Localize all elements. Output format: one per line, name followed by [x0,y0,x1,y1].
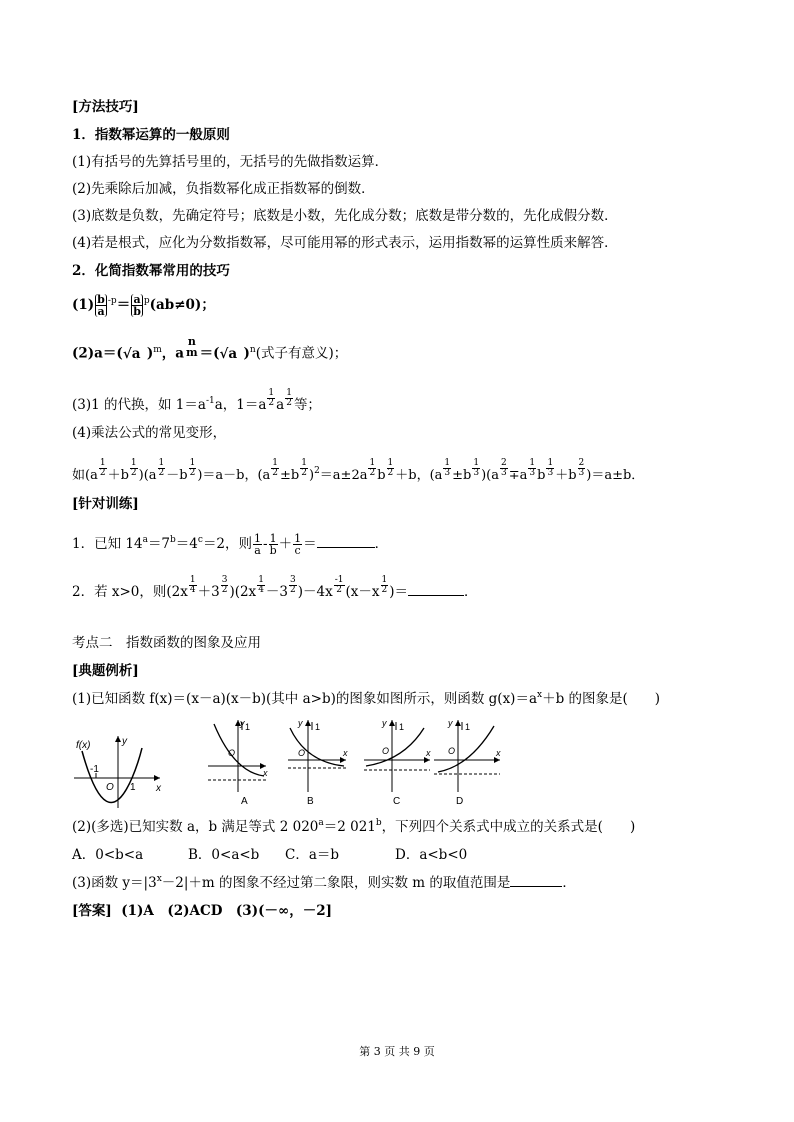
identity-formulas: 如(a $\frac{1}{2}$ ＋b $\frac{1}{2}$ )(a $\frac{1}{2}$ －b $\frac{1}{2}$ )＝a－b，(a $\frac{1}{2}$ ±b $\frac{1}{2}$ )$^2$＝a±2a $\frac{1}{2}$ b $\frac{1}{2}$ ＋b，(a $\frac{1}{3}$ ±b $\frac{1}{3}$ )(a $\frac{2}{3}$ ∓a $\frac{1}{3}$ b $\frac{1}{3}$ ＋b $\frac{2}{3}$ )＝a±b． [72,458,645,483]
section2-title: 2．化简指数幂常用的技巧 [72,263,230,279]
svg-text:O: O [448,746,456,756]
fx-x-label: x [156,783,161,794]
examples-heading: [典题例析] [72,663,139,679]
choices [72,846,467,864]
svg-text:1: 1 [399,722,405,732]
svg-text:y: y [298,718,303,728]
tip-4: (4)乘法公式的常见变形， [72,425,227,441]
option-c-label: C [393,796,401,807]
rule-4: (4)若是根式，应化为分数指数幂，尽可能用幂的形式表示，运用指数幂的运算性质来解答． [72,235,618,251]
svg-text:O: O [382,746,390,756]
tip-3: (3)1 的代换，如 $1=a^{-1}a$，1＝a $\frac{1}{2}$ a $\frac{1}{2}$ 等； [72,388,321,413]
svg-text:x: x [343,748,348,758]
function-graphs [68,716,501,816]
svg-text:O: O [298,748,306,758]
topic-title: 考点二 指数函数的图象及应用 [72,635,261,651]
fx-graph [74,736,162,808]
fx-one: 1 [130,782,136,793]
svg-text:x: x [426,748,431,758]
tip-2: (2)a＝(√a )$^m$，a n m ＝(√a )$^n$(式子有意义)； [72,335,348,362]
section1-title: 1．指数幂运算的一般原则 [72,127,230,143]
svg-text:1: 1 [245,722,251,732]
methods-heading: [方法技巧] [72,99,139,115]
example-2: (2)(多选)已知实数 a，b 满足等式 2 $020^a=2$ 021$^b$，下列四个关系式中成立的关系式是( ) [72,818,636,835]
svg-text:x: x [496,748,501,758]
svg-text:x: x [263,768,268,778]
fx-neg1: -1 [90,764,99,775]
example-3: (3)函数 $y=|3^x-2|+m$ 的图象不经过第二象限，则实数 m 的取值范围是 ． [72,874,576,891]
answer-blank-3 [510,886,562,887]
answer-text: (1)A (2)ACD (3)(－∞，－2] [121,903,333,919]
option-c-graph [364,718,431,792]
training-heading: [针对训练] [72,496,139,512]
answer-blank-2 [408,595,464,596]
exercise-2: 2．若 x>0，则(2x $\frac{1}{4}$ ＋3 $\frac{3}{2}$ )(2x $\frac{1}{4}$ －3 $\frac{3}{2}$ )－4x $\frac{-1}{2}$ (x－x $\frac{1}{2}$ )＝ ． [72,575,478,600]
fx-y-label: y [122,736,127,747]
option-d-label: D [456,796,464,807]
choice-b: B．0<a<b [188,847,260,863]
fx-label: f(x) [76,740,91,751]
page-footer: 第 3 页 共 9 页 [359,1045,435,1058]
answer-line [72,902,332,920]
choice-c: C．a＝b [285,847,340,863]
svg-text:y: y [382,718,387,728]
answer-blank-1 [317,547,375,548]
rule-3: (3)底数是负数，先确定符号；底数是小数，先化成分数；底数是带分数的，先化成假分数． [72,208,618,224]
tip-1: (1) $\frac{b}{a}$ $^{-p}$＝ $\frac{a}{b}$ $^p$(ab≠0)； [72,293,215,318]
choice-d: D．a<b<0 [395,847,468,863]
option-a-graph [208,718,268,792]
option-b-label: B [307,796,314,807]
answer-label: [答案] [72,903,112,919]
rule-2: (2)先乘除后加减，负指数幂化成正指数幂的倒数． [72,181,375,197]
svg-text:1: 1 [315,722,321,732]
exercise-1: 1．已知 $14^a=7^b=4^c=2$，则 $\frac{1}{a}$ - $\frac{1}{b}$ ＋ $\frac{1}{c}$ ＝ ． [72,532,389,557]
fx-origin: O [106,782,114,793]
rule-1: (1)有括号的先算括号里的，无括号的先做指数运算． [72,154,389,170]
choice-a: A．0<b<a [72,847,144,863]
option-b-graph [288,718,348,792]
svg-text:1: 1 [465,722,471,732]
svg-text:y: y [448,718,453,728]
svg-text:O: O [228,748,236,758]
svg-text:y: y [240,718,245,728]
option-a-label: A [241,796,248,807]
example-1: (1)已知函数 f(x)＝(x－a)(x－b)(其中 a>b)的图象如图所示，则函数 $g(x)=a^x+b$ 的图象是( ) [72,690,661,707]
option-d-graph [434,718,501,792]
